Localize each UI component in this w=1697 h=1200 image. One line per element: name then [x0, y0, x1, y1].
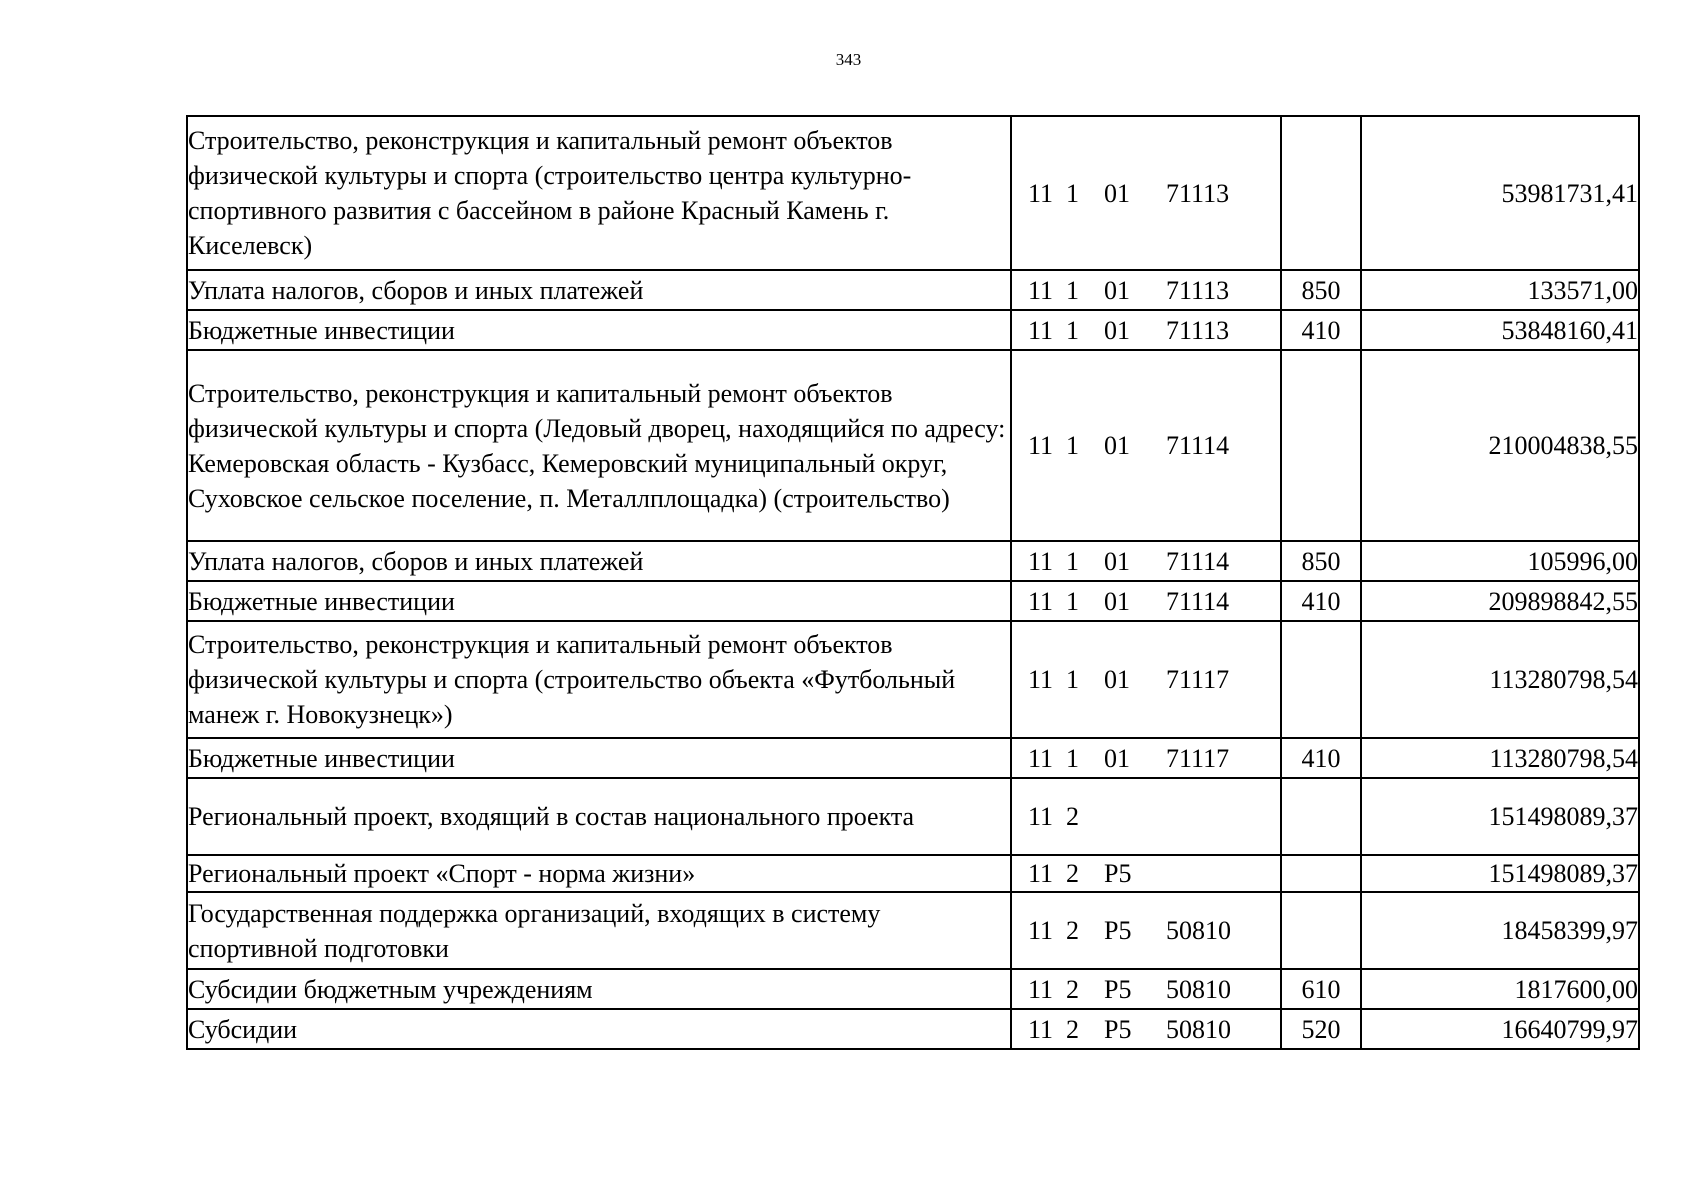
row-codes	[1011, 310, 1281, 350]
program-code: 11	[1028, 586, 1054, 616]
table-row	[187, 270, 1639, 310]
direction-code: 50810	[1166, 916, 1231, 945]
amount: 18458399,97	[1361, 892, 1639, 969]
amount: 113280798,54	[1361, 738, 1639, 778]
subprogram-code: 2	[1066, 802, 1079, 831]
page-number: 343	[835, 50, 862, 69]
direction-code: 71117	[1166, 743, 1230, 773]
table-row	[187, 310, 1639, 350]
program-code: 11	[1028, 665, 1054, 694]
row-name: Субсидии бюджетным учреждениям	[187, 969, 1011, 1009]
table-row	[187, 621, 1639, 738]
subprogram-code: 2	[1066, 1014, 1079, 1044]
subprogram-code: 2	[1066, 974, 1079, 1004]
amount: 113280798,54	[1361, 621, 1639, 738]
row-codes	[1011, 738, 1281, 778]
expense-type-code: 410	[1281, 738, 1361, 778]
program-code: 11	[1028, 178, 1054, 208]
row-name: Государственная поддержка организаций, входящих в систему спортивной подготовки	[187, 892, 1011, 969]
row-codes	[1011, 892, 1281, 969]
direction-code: 71113	[1166, 315, 1230, 345]
event-code: 01	[1104, 431, 1130, 460]
amount: 210004838,55	[1361, 350, 1639, 541]
program-code: 11	[1028, 1014, 1054, 1044]
row-codes	[1011, 541, 1281, 581]
program-code: 11	[1028, 275, 1054, 305]
row-codes	[1011, 350, 1281, 541]
subprogram-code: 1	[1066, 743, 1079, 773]
expense-type-code: 520	[1281, 1009, 1361, 1049]
row-name: Строительство, реконструкция и капитальный ремонт объектов физической культуры и спорта (Ледовый дворец, находящийся по адресу: Кемеровская область - Кузбасс, Кемеровский муниципальный округ, Суховское сельское поселение, п. Металлплощадка) (строительство)	[187, 350, 1011, 541]
amount: 209898842,55	[1361, 581, 1639, 621]
table-row	[187, 581, 1639, 621]
subprogram-code: 1	[1066, 546, 1079, 576]
table-row	[187, 969, 1639, 1009]
expense-type-code: 850	[1281, 270, 1361, 310]
row-codes	[1011, 855, 1281, 892]
expense-type-code	[1281, 778, 1361, 855]
row-name: Уплата налогов, сборов и иных платежей	[187, 270, 1011, 310]
amount: 1817600,00	[1361, 969, 1639, 1009]
row-name: Строительство, реконструкция и капитальный ремонт объектов физической культуры и спорта (строительство объекта «Футбольный манеж г. Новокузнецк»)	[187, 621, 1011, 738]
event-code: 01	[1104, 743, 1130, 773]
direction-code: 71113	[1166, 178, 1230, 208]
direction-code: 50810	[1166, 1014, 1231, 1044]
row-codes	[1011, 270, 1281, 310]
table-row	[187, 738, 1639, 778]
amount: 133571,00	[1361, 270, 1639, 310]
expense-type-code: 610	[1281, 969, 1361, 1009]
subprogram-code: 1	[1066, 178, 1079, 208]
amount: 151498089,37	[1361, 855, 1639, 892]
expense-type-code	[1281, 116, 1361, 270]
event-code: 01	[1104, 275, 1130, 305]
program-code: 11	[1028, 802, 1054, 831]
amount: 105996,00	[1361, 541, 1639, 581]
amount: 16640799,97	[1361, 1009, 1639, 1049]
subprogram-code: 1	[1066, 586, 1079, 616]
direction-code: 50810	[1166, 974, 1231, 1004]
program-code: 11	[1028, 859, 1054, 888]
program-code: 11	[1028, 916, 1054, 945]
expense-type-code	[1281, 855, 1361, 892]
direction-code: 71114	[1166, 546, 1230, 576]
event-code: P5	[1104, 916, 1132, 945]
expense-type-code	[1281, 621, 1361, 738]
row-name: Бюджетные инвестиции	[187, 581, 1011, 621]
amount: 53981731,41	[1361, 116, 1639, 270]
direction-code: 71113	[1166, 275, 1230, 305]
amount: 53848160,41	[1361, 310, 1639, 350]
subprogram-code: 1	[1066, 431, 1079, 460]
row-name: Строительство, реконструкция и капитальный ремонт объектов физической культуры и спорта (строительство центра культурно-спортивного развития с бассейном в районе Красный Камень г. Киселевск)	[187, 116, 1011, 270]
event-code: 01	[1104, 178, 1130, 208]
program-code: 11	[1028, 546, 1054, 576]
table-row	[187, 350, 1639, 541]
program-code: 11	[1028, 743, 1054, 773]
table-row	[187, 855, 1639, 892]
table-row	[187, 778, 1639, 855]
table-row	[187, 541, 1639, 581]
expense-type-code: 410	[1281, 581, 1361, 621]
subprogram-code: 1	[1066, 315, 1079, 345]
row-name: Региональный проект, входящий в состав национального проекта	[187, 778, 1011, 855]
row-codes	[1011, 621, 1281, 738]
event-code: 01	[1104, 546, 1130, 576]
event-code: P5	[1104, 859, 1132, 888]
direction-code: 71114	[1166, 586, 1230, 616]
table-row	[187, 1009, 1639, 1049]
expense-type-code: 410	[1281, 310, 1361, 350]
row-codes	[1011, 1009, 1281, 1049]
subprogram-code: 1	[1066, 275, 1079, 305]
expense-type-code	[1281, 350, 1361, 541]
budget-table	[186, 115, 1640, 1050]
expense-type-code	[1281, 892, 1361, 969]
event-code: P5	[1104, 974, 1132, 1004]
program-code: 11	[1028, 974, 1054, 1004]
row-name: Бюджетные инвестиции	[187, 738, 1011, 778]
row-name: Субсидии	[187, 1009, 1011, 1049]
subprogram-code: 2	[1066, 859, 1079, 888]
row-name: Бюджетные инвестиции	[187, 310, 1011, 350]
row-codes	[1011, 778, 1281, 855]
direction-code: 71117	[1166, 665, 1230, 694]
event-code: 01	[1104, 586, 1130, 616]
amount: 151498089,37	[1361, 778, 1639, 855]
row-name: Уплата налогов, сборов и иных платежей	[187, 541, 1011, 581]
event-code: P5	[1104, 1014, 1132, 1044]
event-code: 01	[1104, 315, 1130, 345]
row-codes	[1011, 581, 1281, 621]
direction-code: 71114	[1166, 431, 1230, 460]
table-row	[187, 116, 1639, 270]
program-code: 11	[1028, 431, 1054, 460]
subprogram-code: 1	[1066, 665, 1079, 694]
table-row	[187, 892, 1639, 969]
event-code: 01	[1104, 665, 1130, 694]
row-name: Региональный проект «Спорт - норма жизни»	[187, 855, 1011, 892]
expense-type-code: 850	[1281, 541, 1361, 581]
program-code: 11	[1028, 315, 1054, 345]
row-codes	[1011, 116, 1281, 270]
subprogram-code: 2	[1066, 916, 1079, 945]
row-codes	[1011, 969, 1281, 1009]
